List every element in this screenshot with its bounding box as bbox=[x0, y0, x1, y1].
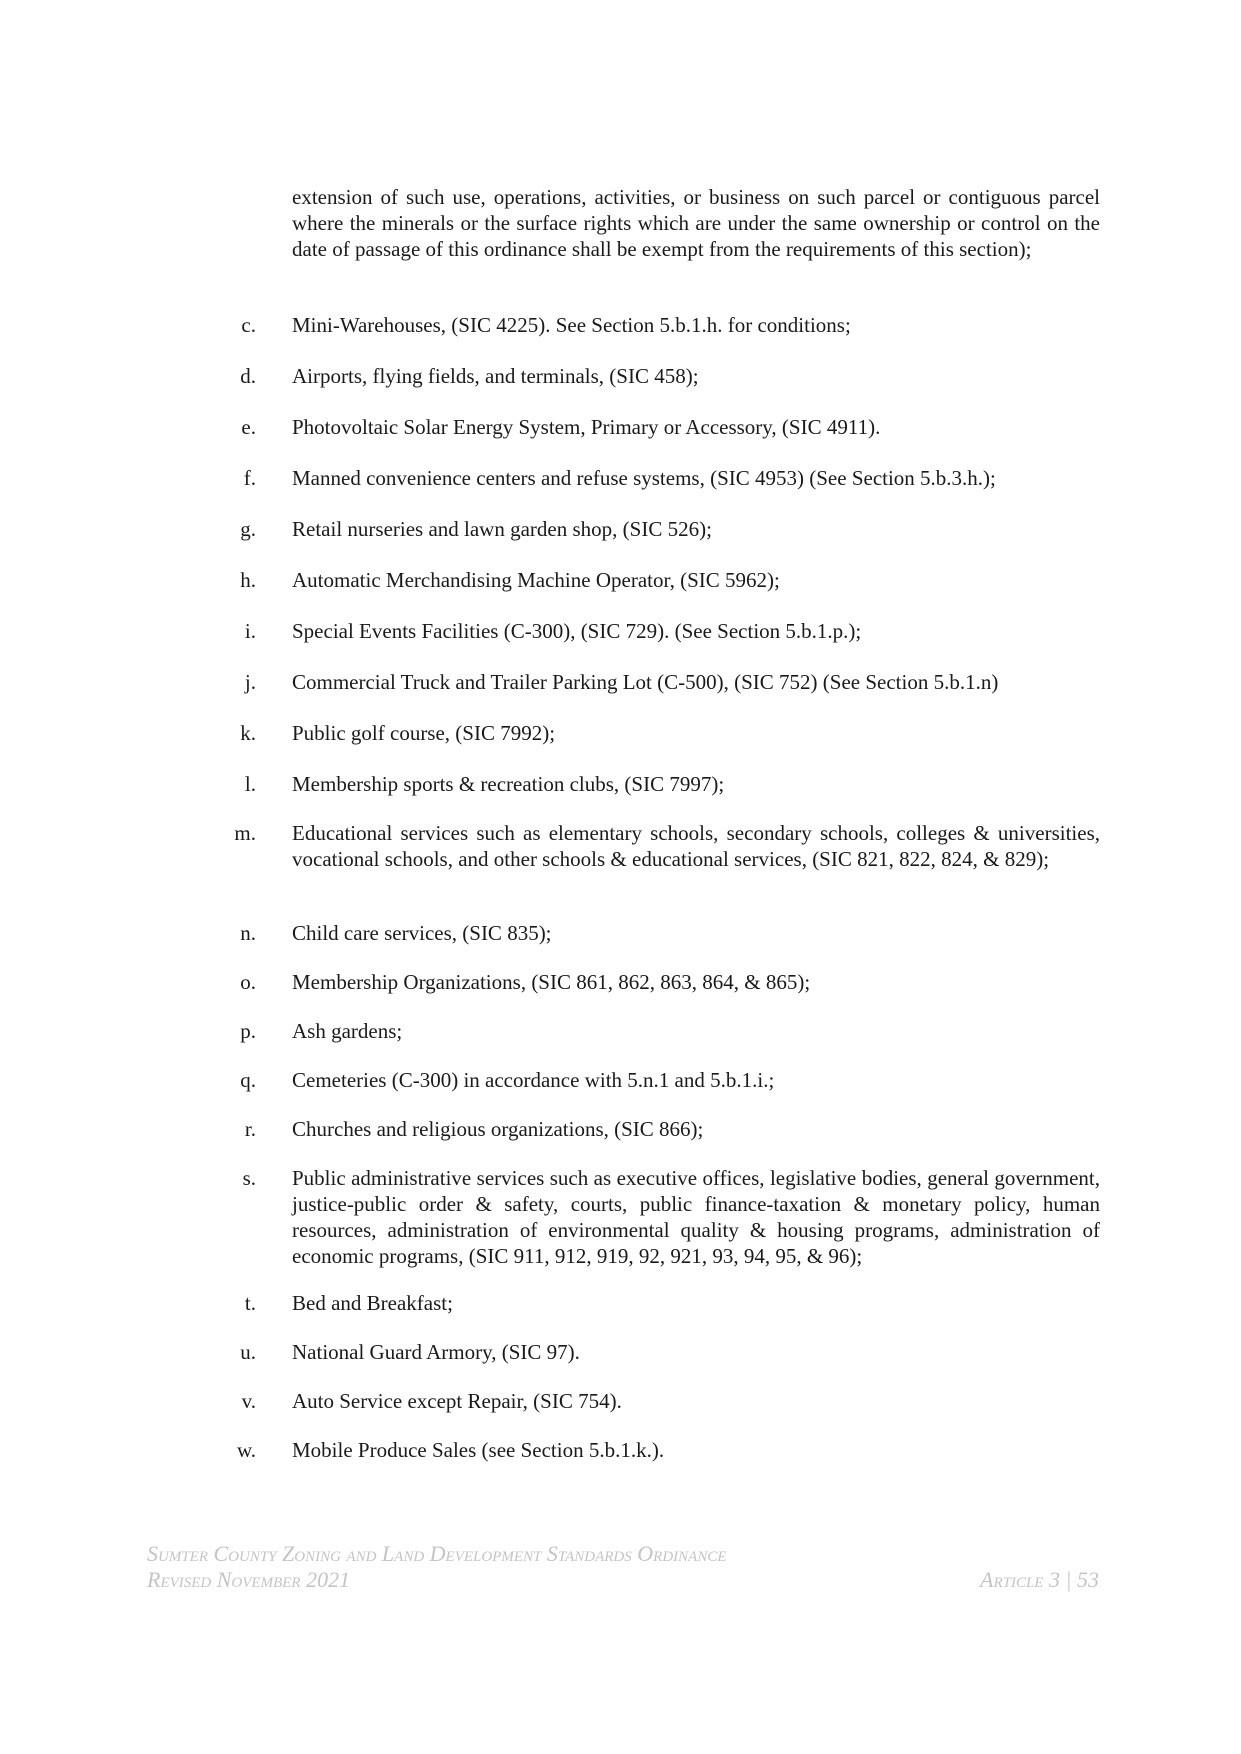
list-item-text: Photovoltaic Solar Energy System, Primary or Accessory, (SIC 4911). bbox=[292, 415, 881, 439]
list-item-letter: m. bbox=[234, 821, 256, 845]
list-item-text: Membership sports & recreation clubs, (SIC 7997); bbox=[292, 772, 725, 796]
footer-revised-date: Revised November 2021 bbox=[147, 1567, 351, 1592]
list-item-letter: t. bbox=[244, 1291, 256, 1315]
list-item-text: Retail nurseries and lawn garden shop, (SIC 526); bbox=[292, 517, 712, 541]
footer-ordinance-title: Sumter County Zoning and Land Development Standards Ordinance bbox=[147, 1541, 727, 1566]
list-item-letter: e. bbox=[241, 415, 256, 439]
list-item-text: Auto Service except Repair, (SIC 754). bbox=[292, 1389, 622, 1413]
list-item-text: Manned convenience centers and refuse systems, (SIC 4953) (See Section 5.b.3.h.); bbox=[292, 466, 996, 490]
footer-left bbox=[147, 1541, 727, 1593]
list-item-text: Cemeteries (C-300) in accordance with 5.n.1 and 5.b.1.i.; bbox=[292, 1068, 775, 1092]
list-item-letter: i. bbox=[244, 619, 256, 643]
list-item-letter: g. bbox=[240, 517, 256, 541]
list-item-letter: l. bbox=[244, 772, 256, 796]
list-item-letter: k. bbox=[240, 721, 256, 745]
list-item-letter: r. bbox=[244, 1117, 256, 1141]
list-item-text: Membership Organizations, (SIC 861, 862, 863, 864, & 865); bbox=[292, 970, 811, 994]
list-item-letter: p. bbox=[240, 1019, 256, 1043]
list-item-letter: c. bbox=[241, 313, 256, 337]
list-item-text: Churches and religious organizations, (SIC 866); bbox=[292, 1117, 704, 1141]
list-item-letter: d. bbox=[240, 364, 256, 388]
list-item-letter: s. bbox=[242, 1166, 256, 1190]
intro-paragraph: extension of such use, operations, activities, or business on such parcel or contiguous parcel where the minerals or the surface rights which are under the same ownership or control on the date of passage of this ordinance shall be exempt from the requirements of this section); bbox=[292, 185, 1100, 261]
list-item-letter: w. bbox=[236, 1438, 256, 1462]
list-item-letter: u. bbox=[240, 1340, 256, 1364]
list-item-letter: v. bbox=[241, 1389, 256, 1413]
list-item-letter: o. bbox=[240, 970, 256, 994]
list-item-text: Special Events Facilities (C-300), (SIC 729). (See Section 5.b.1.p.); bbox=[292, 619, 862, 643]
list-item-text: Educational services such as elementary schools, secondary schools, colleges & universities, vocational schools, and other schools & educational services, (SIC 821, 822, 824, & 829); bbox=[292, 821, 1100, 871]
list-item-letter: h. bbox=[240, 568, 256, 592]
list-item-text: Ash gardens; bbox=[292, 1019, 403, 1043]
list-item-text: Automatic Merchandising Machine Operator, (SIC 5962); bbox=[292, 568, 780, 592]
list-item-text: Commercial Truck and Trailer Parking Lot (C-500), (SIC 752) (See Section 5.b.1.n) bbox=[292, 670, 999, 694]
list-item-text: National Guard Armory, (SIC 97). bbox=[292, 1340, 580, 1364]
list-item-text: Mobile Produce Sales (see Section 5.b.1.k.). bbox=[292, 1438, 665, 1462]
list-item-text: Public golf course, (SIC 7992); bbox=[292, 721, 556, 745]
list-item-text: Public administrative services such as executive offices, legislative bodies, general government, justice-public order & safety, courts, public finance-taxation & monetary policy, human resources, administration of environmental quality & housing programs, administration of economic programs, (SIC 911, 912, 919, 92, 921, 93, 94, 95, & 96); bbox=[292, 1166, 1100, 1268]
list-item-text: Airports, flying fields, and terminals, (SIC 458); bbox=[292, 364, 699, 388]
list-item-text: Mini-Warehouses, (SIC 4225). See Section 5.b.1.h. for conditions; bbox=[292, 313, 851, 337]
list-item-letter: f. bbox=[243, 466, 256, 490]
footer-page-number: Article 3 | 53 bbox=[980, 1567, 1099, 1592]
list-item-letter: j. bbox=[244, 670, 256, 694]
list-item-letter: q. bbox=[240, 1068, 256, 1092]
list-item-text: Bed and Breakfast; bbox=[292, 1291, 453, 1315]
list-item-text: Child care services, (SIC 835); bbox=[292, 921, 552, 945]
list-item-letter: n. bbox=[240, 921, 256, 945]
